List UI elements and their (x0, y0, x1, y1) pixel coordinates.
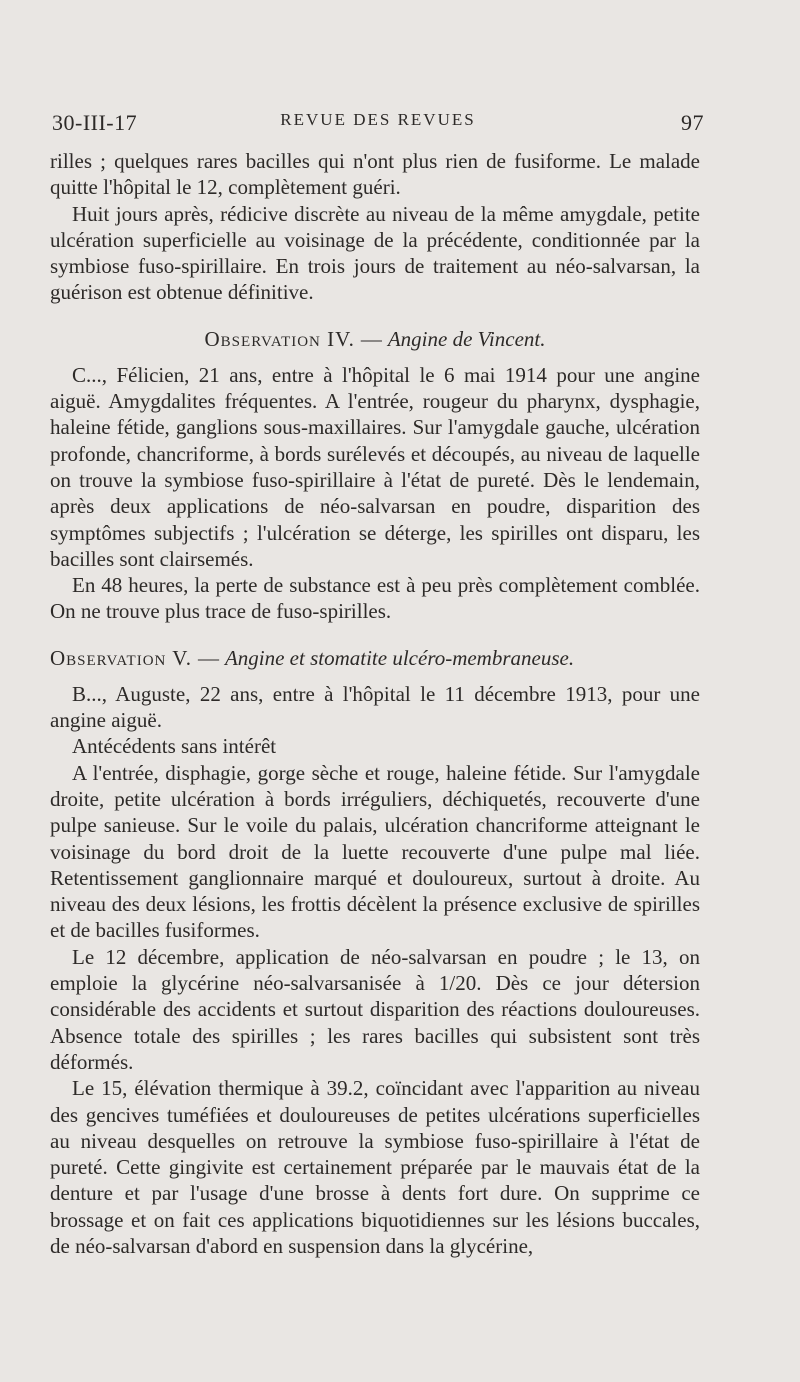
observation-4-subject: Angine de Vincent. (387, 326, 546, 351)
paragraph: En 48 heures, la perte de substance est à peu près complètement comblée. On ne trouve plus trace de fuso-spirilles. (50, 573, 700, 624)
observation-5-label: Observation V. (50, 645, 192, 670)
observation-4-label: Observation IV. (204, 326, 355, 351)
paragraph: Huit jours après, rédicive discrète au niveau de la même amygdale, petite ulcération superficielle au voisinage de la précédente, conditionnée par la symbiose fuso-spirillaire. En trois jours de traitement au néo-salvarsan, la guérison est obtenue définitive. (50, 201, 700, 305)
observation-5-heading (50, 645, 700, 671)
page-body (50, 148, 700, 1259)
observation-5-subject: Angine et stomatite ulcéro-membraneuse. (224, 645, 575, 670)
header-date: 30-III-17 (52, 110, 138, 135)
paragraph: C..., Félicien, 21 ans, entre à l'hôpital le 6 mai 1914 pour une angine aiguë. Amygdalites fréquentes. A l'entrée, rougeur du pharynx, dysphagie, haleine fétide, ganglions sous-maxillaires. Sur l'amygdale gauche, ulcération profonde, chancriforme, à bords surélevés et découpés, au niveau de laquelle on trouve la symbiose fuso-spirillaire à l'état de pureté. Dès le lendemain, après deux applications de néo-salvarsan en poudre, disparition des symptômes subjectifs ; l'ulcération se déterge, les spirilles ont disparu, les bacilles sont clairsemés. (50, 362, 700, 571)
paragraph: Le 12 décembre, application de néo-salvarsan en poudre ; le 13, on emploie la glycérine néo-salvarsanisée à 1/20. Dès ce jour détersion considérable des accidents et surtout disparition des réactions douloureuses. Absence totale des spirilles ; les rares bacilles qui subsistent sont très déformés. (50, 944, 700, 1074)
paragraph-continued: rilles ; quelques rares bacilles qui n'ont plus rien de fusiforme. Le malade quitte l'hôpital le 12, complètement guéri. (50, 149, 700, 200)
paragraph: Antécédents sans intérêt (72, 734, 277, 759)
observation-4-heading (50, 326, 700, 352)
paragraph: Le 15, élévation thermique à 39.2, coïncidant avec l'apparition au niveau des gencives tuméfiées et douloureuses de petites ulcérations superficielles au niveau desquelles on retrouve la symbiose fuso-spirillaire à l'état de pureté. Cette gingivite est certainement préparée par le mauvais état de la denture et par l'usage d'une brosse à dents fort dure. On supprime ce brossage et on fait ces applications biquotidiennes sur les lésions buccales, de néo-salvarsan d'abord en suspension dans la glycérine, (50, 1076, 700, 1258)
observation-4-separator: — (360, 326, 382, 351)
paragraph: A l'entrée, disphagie, gorge sèche et rouge, haleine fétide. Sur l'amygdale droite, petite ulcération à bords irréguliers, déchiquetés, recouverte d'une pulpe sanieuse. Sur le voile du palais, ulcération chancriforme atteignant le voisinage du bord droit de la luette recouverte d'une pulpe mal liée. Retentissement ganglionnaire marqué et douloureux, surtout à droite. Au niveau des deux lésions, les frottis décèlent la présence exclusive de spirilles et de bacilles fusiformes. (50, 760, 700, 943)
page-number: 97 (681, 110, 704, 135)
page-header (52, 106, 704, 138)
observation-5-separator: — (197, 645, 219, 670)
running-title: REVUE DES REVUES (280, 110, 476, 129)
paragraph: B..., Auguste, 22 ans, entre à l'hôpital le 11 décembre 1913, pour une angine aiguë. (50, 681, 700, 733)
